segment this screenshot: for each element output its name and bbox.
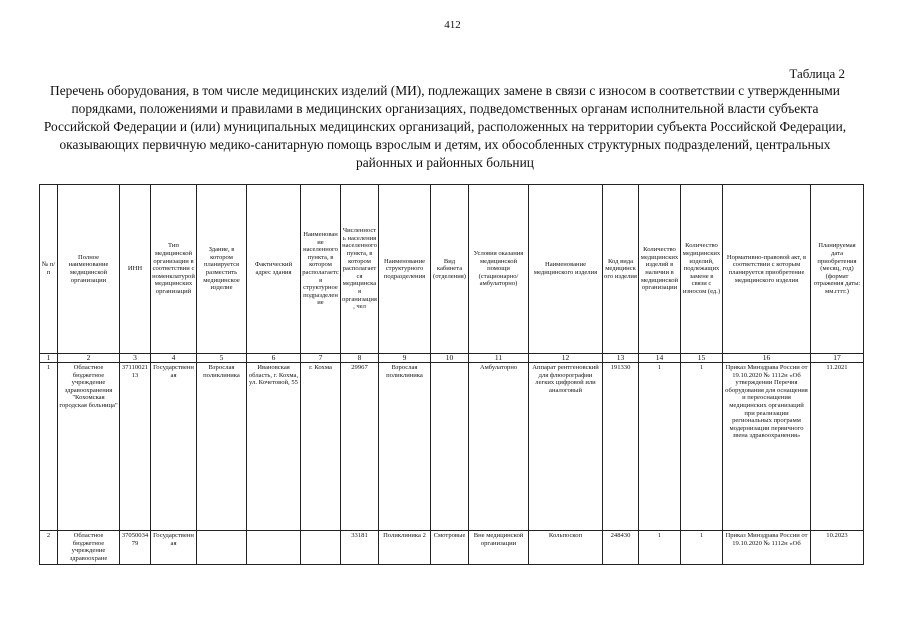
column-number: 16	[723, 354, 811, 363]
table-cell	[301, 531, 341, 565]
column-header: Тип медицинской организации в соответствии с номенклатурой медицинских организаций	[151, 185, 197, 354]
column-header: Численность населения населенного пункта, в котором располагается медицинская организация, чел	[341, 185, 379, 354]
column-header: Наименование медицинского изделия	[529, 185, 603, 354]
table-cell: 191330	[603, 363, 639, 531]
column-header: Наименование структурного подразделения	[379, 185, 431, 354]
table-cell: Поликлиника 2	[379, 531, 431, 565]
table-cell: 1	[639, 531, 681, 565]
column-number: 14	[639, 354, 681, 363]
column-header: Здание, в котором планируется разместить медицинское изделие	[197, 185, 247, 354]
equipment-table	[39, 184, 864, 565]
column-number: 1	[40, 354, 58, 363]
column-number: 6	[247, 354, 301, 363]
column-header: Вид кабинета (отделения)	[431, 185, 469, 354]
table-cell: Областное бюджетное учреждение здравоохранения "Кохомская городская больница"	[58, 363, 120, 531]
column-number: 10	[431, 354, 469, 363]
column-number: 7	[301, 354, 341, 363]
table-cell: Ивановская область, г. Кохма, ул. Кочетовой, 55	[247, 363, 301, 531]
column-header: № п/п	[40, 185, 58, 354]
table-cell: Приказ Минздрава России от 19.10.2020 № 1112н «Об утверждении Перечня оборудования для оснащения и переоснащения медицинских организаций при реализации региональных программ модернизации первичного звена здравоохранения»	[723, 363, 811, 531]
table-row	[40, 363, 864, 531]
document-title: Перечень оборудования, в том числе медицинских изделий (МИ), подлежащих замене в связи с износом в соответствии с утвержденными порядками, положениями и правилами в медицинских организациях, подведомственных органам исполнительной власти субъекта Российской Федерации и (или) муниципальных медицинских организаций, расположенных на территории субъекта Российской Федерации, оказывающих первичную медико-санитарную помощь взрослым и детям, их обособленных структурных подразделений, центральных районных и районных больниц	[43, 83, 847, 170]
column-header: Наименование населенного пункта, в котором располагается структурное подразделение	[301, 185, 341, 354]
table-cell: Взрослая поликлиника	[197, 363, 247, 531]
table-row	[40, 531, 864, 565]
table-cell	[431, 363, 469, 531]
table-cell: Аппарат рентгеновский для флюорографии легких цифровой или аналоговый	[529, 363, 603, 531]
table-cell: 2	[40, 531, 58, 565]
column-number: 9	[379, 354, 431, 363]
table-cell: 248430	[603, 531, 639, 565]
column-number: 2	[58, 354, 120, 363]
table-cell: 33181	[341, 531, 379, 565]
table-cell: Амбулаторно	[469, 363, 529, 531]
column-number: 3	[120, 354, 151, 363]
table-cell: 1	[681, 363, 723, 531]
column-header: Планируемая дата приобретения (месяц, год) (формат отражения даты: мм.гггг.)	[811, 185, 864, 354]
column-number: 17	[811, 354, 864, 363]
table-cell: Вне медицинской организации	[469, 531, 529, 565]
column-number: 5	[197, 354, 247, 363]
table-cell: 3711002113	[120, 363, 151, 531]
table-cell: Государственная	[151, 531, 197, 565]
table-cell: 1	[40, 363, 58, 531]
table-cell	[197, 531, 247, 565]
column-number: 8	[341, 354, 379, 363]
table-cell: 1	[681, 531, 723, 565]
header-row	[40, 185, 864, 354]
table-cell: 11.2021	[811, 363, 864, 531]
column-number: 11	[469, 354, 529, 363]
table-cell: 1	[639, 363, 681, 531]
table-cell: Смотровые	[431, 531, 469, 565]
table-cell: 29967	[341, 363, 379, 531]
table-cell: Приказ Минздрава России от 19.10.2020 № 1112н «Об	[723, 531, 811, 565]
column-number: 13	[603, 354, 639, 363]
column-header: Нормативно-правовой акт, в соответствии с которым планируется приобретение медицинского изделия	[723, 185, 811, 354]
column-header: Количество медицинских изделий в наличии в медицинской организации	[639, 185, 681, 354]
column-number: 15	[681, 354, 723, 363]
table-cell: Государственная	[151, 363, 197, 531]
table-cell: 10.2023	[811, 531, 864, 565]
column-number: 12	[529, 354, 603, 363]
column-header: Условия оказания медицинской помощи (стационарно/амбулаторно)	[469, 185, 529, 354]
table-cell	[247, 531, 301, 565]
column-header: Количество медицинских изделий, подлежащих замене в связи с износом (ед.)	[681, 185, 723, 354]
column-header: ИНН	[120, 185, 151, 354]
page-number: 412	[444, 19, 461, 31]
column-header: Фактический адрес здания	[247, 185, 301, 354]
column-header: Полное наименование медицинской организации	[58, 185, 120, 354]
table-cell: Областное бюджетное учреждение здравоохране	[58, 531, 120, 565]
table-cell: 3705003479	[120, 531, 151, 565]
table-label: Таблица 2	[789, 66, 845, 81]
column-header: Код вида медицинского изделия	[603, 185, 639, 354]
table-cell: Взрослая поликлиника	[379, 363, 431, 531]
column-number: 4	[151, 354, 197, 363]
table-cell: г. Кохма	[301, 363, 341, 531]
column-number-row	[40, 354, 864, 363]
table-cell: Кольпоскоп	[529, 531, 603, 565]
